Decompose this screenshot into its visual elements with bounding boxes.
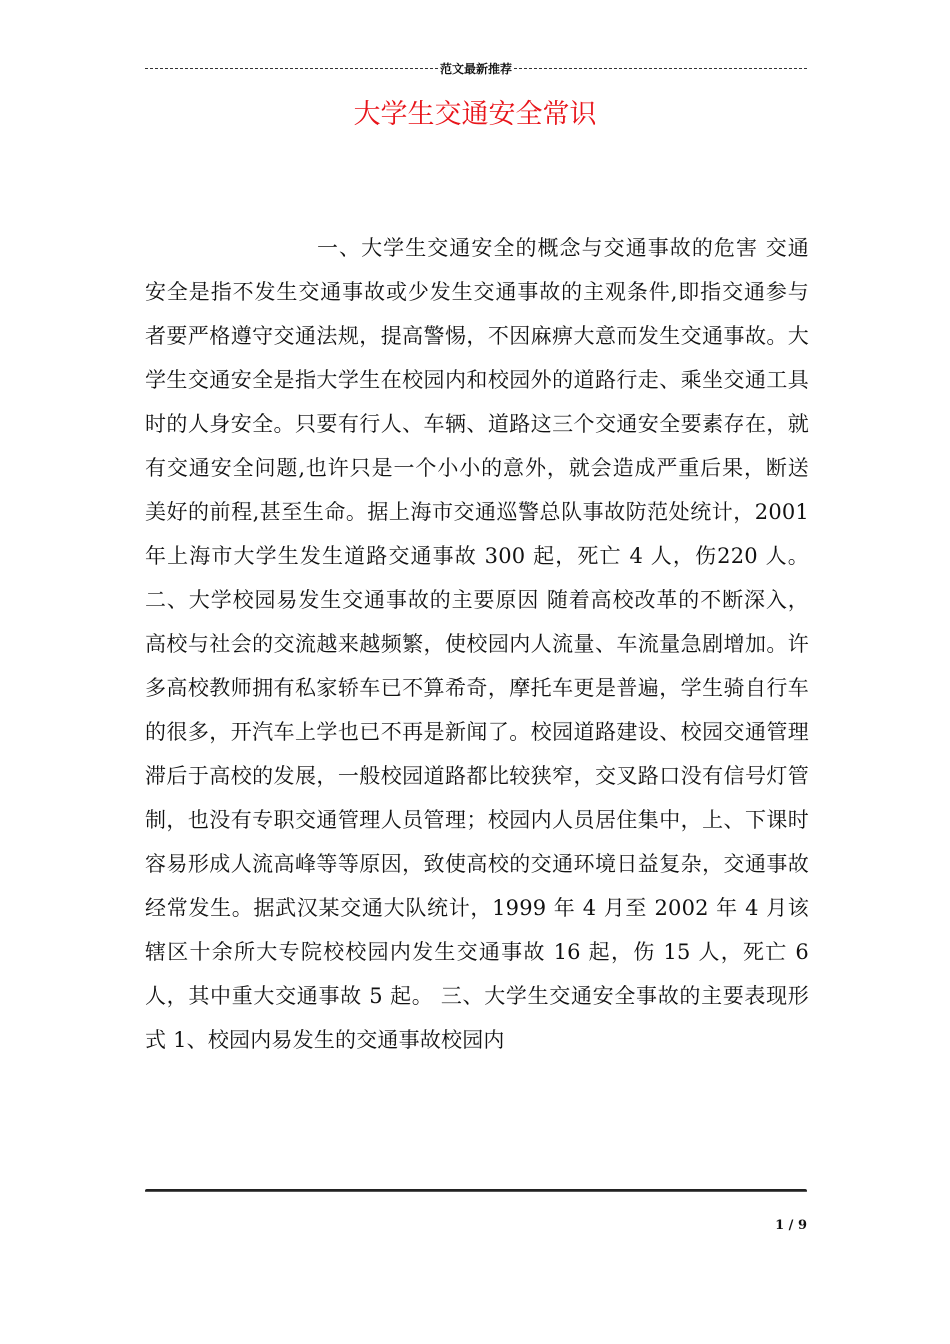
- header-dash-left: [145, 68, 438, 69]
- header-dash-right: [514, 68, 807, 69]
- page-number: 1 / 9: [775, 1218, 807, 1233]
- document-title: 大学生交通安全常识: [353, 99, 597, 130]
- document-body: 一、大学生交通安全的概念与交通事故的危害 交通安全是指不发生交通事故或少发生交通事故的主观条件,即指交通参与者要严格遵守交通法规，提高警惕，不因麻痹大意而发生交通事故。大学生交通安全是指大学生在校园内和校园外的道路行走、乘坐交通工具时的人身安全。只要有行人、车辆、道路这三个交通安全要素存在，就有交通安全问题,也许只是一个小小的意外，就会造成严重后果，断送美好的前程,甚至生命。据上海市交通巡警总队事故防范处统计，2001 年上海市大学生发生道路交通事故 300 起，死亡 4 人，伤220 人。 二、大学校园易发生交通事故的主要原因 随着高校改革的不断深入，高校与社会的交流越来越频繁，使校园内人流量、车流量急剧增加。许多高校教师拥有私家轿车已不算希奇，摩托车更是普遍，学生骑自行车的很多，开汽车上学也已不再是新闻了。校园道路建设、校园交通管理滞后于高校的发展，一般校园道路都比较狭窄，交叉路口没有信号灯管制，也没有专职交通管理人员管理；校园内人员居住集中，上、下课时容易形成人流高峰等等原因，致使高校的交通环境日益复杂，交通事故经常发生。据武汉某交通大队统计，1999 年 4 月至 2002 年 4 月该辖区十余所大专院校校园内发生交通事故 16 起，伤 15 人，死亡 6 人，其中重大交通事故 5 起。 三、大学生交通安全事故的主要表现形式 1、校园内易发生的交通事故校园内: [145, 236, 809, 1052]
- footer-rule: [145, 1189, 807, 1193]
- header-label: 范文最新推荐: [440, 61, 513, 76]
- page-header: [145, 58, 807, 78]
